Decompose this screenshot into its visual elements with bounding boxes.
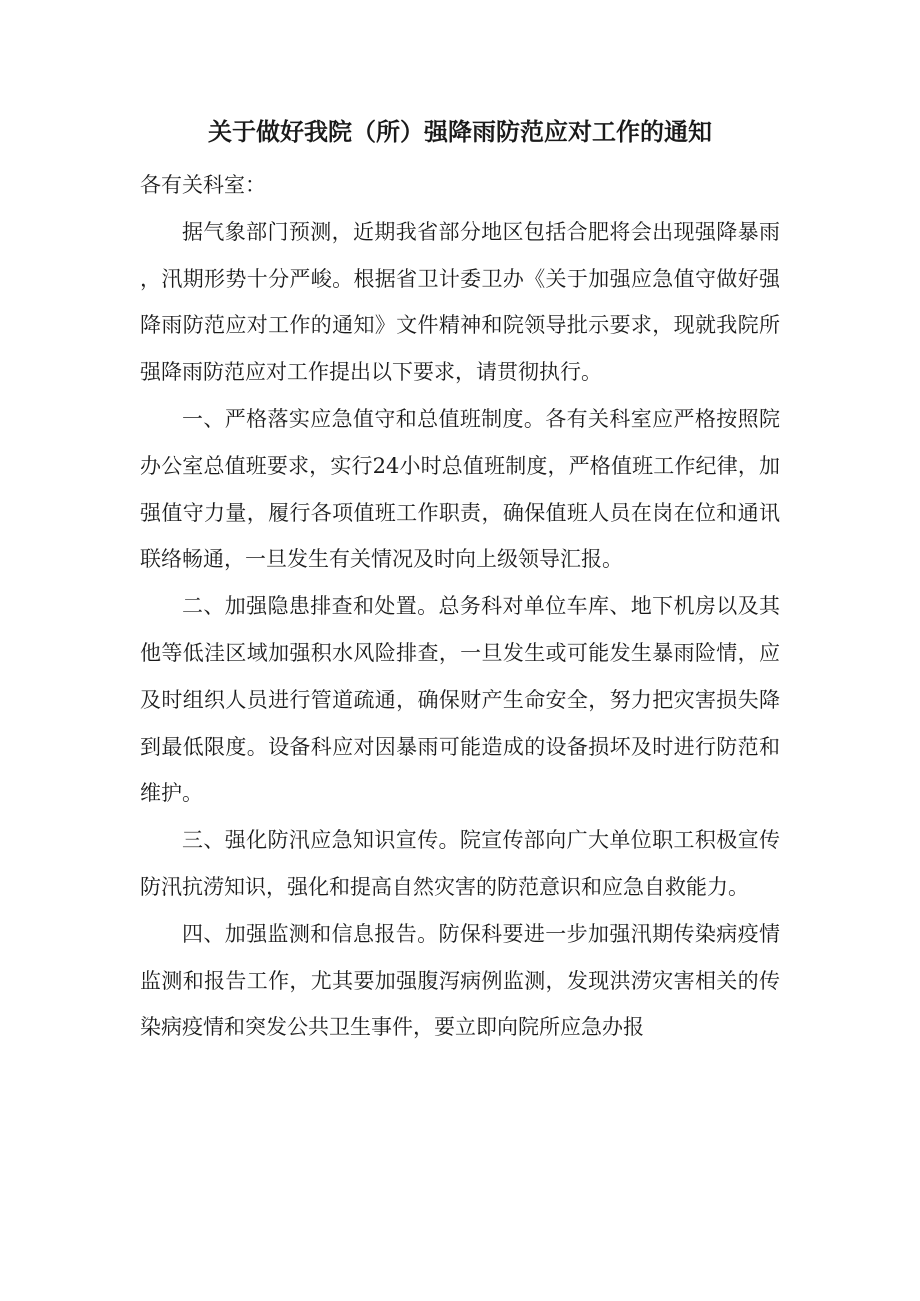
paragraph-intro: 据气象部门预测，近期我省部分地区包括合肥将会出现强降暴雨，汛期形势十分严峻。根据省卫计委卫办《关于加强应急值守做好强降雨防范应对工作的通知》文件精神和院领导批示要求，现就我院所强降雨防范应对工作提出以下要求，请贯彻执行。 xyxy=(140,219,780,385)
document-title: 关于做好我院（所）强降雨防范应对工作的通知 xyxy=(208,118,712,146)
paragraph-item-4: 四、加强监测和信息报告。防保科要进一步加强汛期传染病疫情监测和报告工作，尤其要加强腹泻病例监测，发现洪涝灾害相关的传染病疫情和突发公共卫生事件，要立即向院所应急办报 xyxy=(140,921,780,1040)
paragraph-item-1: 一、严格落实应急值守和总值班制度。各有关科室应严格按照院办公室总值班要求，实行24小时总值班制度，严格值班工作纪律，加强值守力量，履行各项值班工作职责，确保值班人员在岗在位和通讯联络畅通，一旦发生有关情况及时向上级领导汇报。 xyxy=(140,406,780,572)
salutation: 各有关科室： xyxy=(140,173,266,197)
paragraph-item-3: 三、强化防汛应急知识宣传。院宣传部向广大单位职工积极宣传防汛抗涝知识，强化和提高自然灾害的防范意识和应急自救能力。 xyxy=(140,828,780,899)
document-body xyxy=(140,162,780,1051)
paragraph-item-2: 二、加强隐患排查和处置。总务科对单位车库、地下机房以及其他等低洼区域加强积水风险排查，一旦发生或可能发生暴雨险情，应及时组织人员进行管道疏通，确保财产生命安全，努力把灾害损失降到最低限度。设备科应对因暴雨可能造成的设备损坏及时进行防范和维护。 xyxy=(140,594,780,806)
